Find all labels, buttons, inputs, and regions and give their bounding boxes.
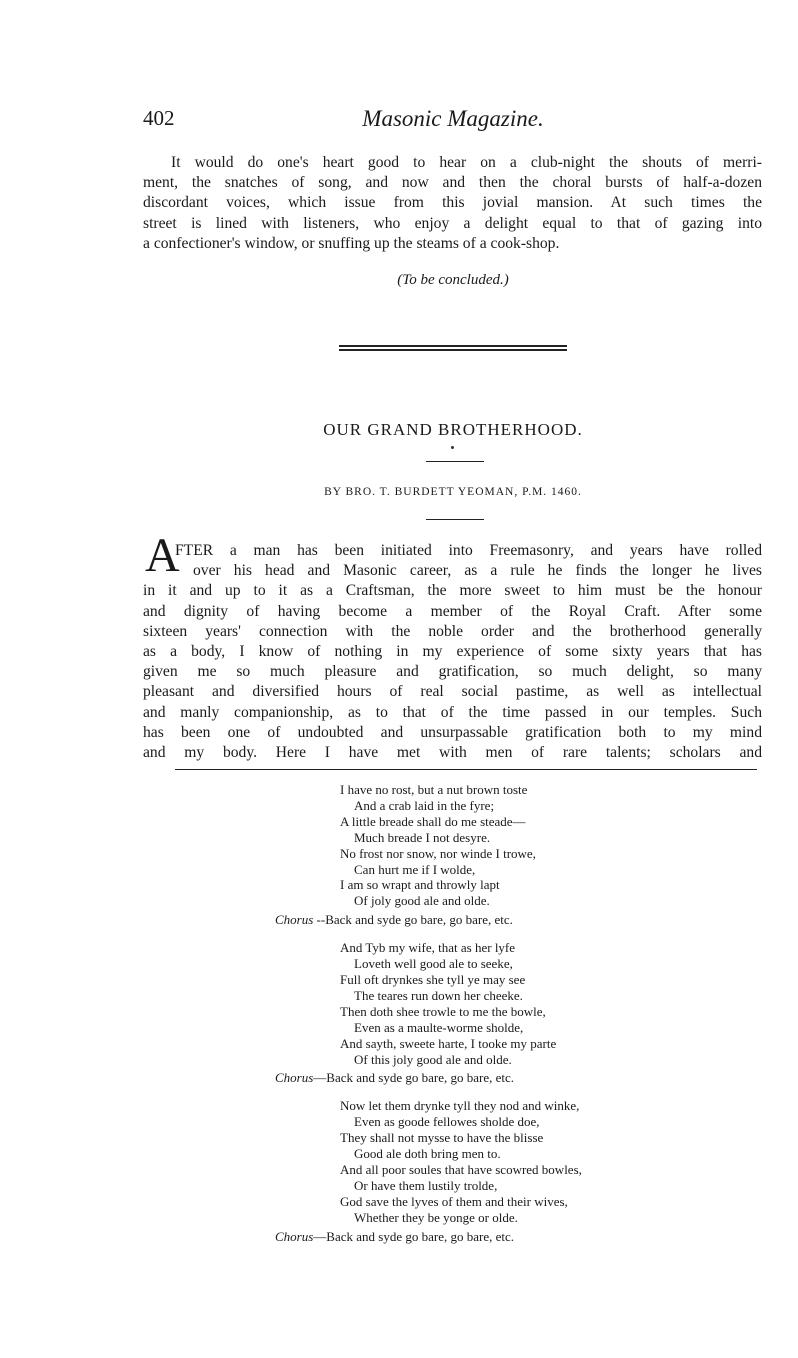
title-dot	[451, 446, 454, 449]
poem-line: I am so wrapt and throwly lapt	[340, 877, 500, 893]
body-line: sixteen years' connection with the noble order and the brotherhood generally	[143, 622, 762, 640]
to-be-concluded-note: (To be concluded.)	[397, 272, 509, 288]
poem-chorus	[270, 912, 690, 928]
poem-line: Much breade I not desyre.	[354, 829, 491, 845]
intro-line: street is lined with listeners, who enjoy a delight equal to that of gazing into	[143, 214, 762, 232]
chorus-label: Chorus	[275, 912, 314, 928]
poem-line: Of joly good ale and olde.	[354, 893, 490, 909]
body-line: as a body, I know of nothing in my experience of some sixty years that has	[143, 643, 762, 661]
poem-line: And Tyb my wife, that as her lyfe	[340, 940, 516, 956]
chorus-text: —Back and syde go bare, go bare, etc.	[313, 1228, 514, 1244]
poem-line: Then doth shee trowle to me the bowle,	[340, 1003, 546, 1019]
title-rule	[426, 461, 484, 462]
article-body	[143, 541, 762, 763]
poem-line: No frost nor snow, nor winde I trowe,	[340, 845, 536, 861]
intro-line: a confectioner's window, or snuffing up the steams of a cook-shop.	[143, 234, 560, 252]
poem-line: Whether they be yonge or olde.	[354, 1209, 518, 1225]
drop-cap: A	[145, 529, 180, 582]
body-line: over his head and Masonic career, as a rule he finds the longer he lives	[193, 562, 762, 580]
body-line: and manly companionship, as to that of the time passed in our temples. Such	[143, 703, 762, 721]
body-line: and dignity of having become a member of the Royal Craft. After some	[143, 602, 762, 620]
footnote-rule	[175, 769, 757, 770]
body-line: has been one of undoubted and unsurpassable gratification both to my mind	[143, 723, 762, 741]
poem-line: The teares run down her cheeke.	[354, 987, 523, 1003]
poem-line: Even as goode fellowes sholde doe,	[354, 1114, 540, 1130]
poem	[270, 782, 690, 1256]
chorus-label: Chorus	[275, 1070, 314, 1086]
poem-line: Now let them drynke tyll they nod and winke,	[340, 1098, 580, 1114]
poem-line: Loveth well good ale to seeke,	[354, 956, 513, 972]
poem-line: A little breade shall do me steade—	[340, 813, 526, 829]
poem-chorus	[270, 1229, 690, 1245]
poem-line: And all poor soules that have scowred bowles,	[340, 1161, 582, 1177]
article-title: OUR GRAND BROTHERHOOD.	[323, 420, 583, 439]
page-number: 402	[143, 106, 175, 130]
body-line: pleasant and diversified hours of real social pastime, as well as intellectual	[143, 683, 762, 701]
chorus-text: —Back and syde go bare, go bare, etc.	[313, 1070, 514, 1086]
magazine-title: Masonic Magazine.	[362, 106, 544, 131]
body-line: and my body. Here I have met with men of rare talents; scholars and	[143, 744, 762, 762]
intro-line: ment, the snatches of song, and now and then the choral bursts of half-a-dozen	[143, 174, 762, 192]
page-header	[143, 106, 763, 136]
chorus-text: --Back and syde go bare, go bare, etc.	[316, 912, 513, 928]
poem-stanza	[270, 1098, 690, 1244]
intro-paragraph	[143, 153, 762, 254]
byline-rule	[426, 519, 484, 520]
poem-line: And a crab laid in the fyre;	[354, 797, 495, 813]
poem-line: God save the lyves of them and their wives,	[340, 1193, 568, 1209]
poem-line: And sayth, sweete harte, I tooke my parte	[340, 1035, 557, 1051]
article-byline: BY BRO. T. BURDETT YEOMAN, P.M. 1460.	[324, 486, 582, 498]
poem-line: They shall not mysse to have the blisse	[340, 1130, 544, 1146]
poem-line: Can hurt me if I wolde,	[354, 861, 476, 877]
section-divider	[339, 345, 567, 351]
poem-line: I have no rost, but a nut brown toste	[340, 782, 528, 797]
body-line: given me so much pleasure and gratification, so much delight, so many	[143, 663, 762, 681]
chorus-label: Chorus	[275, 1228, 314, 1244]
body-line: FTER a man has been initiated into Freemasonry, and years have rolled	[175, 542, 762, 559]
body-line: in it and up to it as a Craftsman, the more sweet to him must be the honour	[143, 582, 762, 600]
intro-line: discordant voices, which issue from this jovial mansion. At such times the	[143, 194, 762, 212]
poem-line: Or have them lustily trolde,	[354, 1177, 498, 1193]
poem-chorus	[270, 1070, 690, 1086]
intro-line: It would do one's heart good to hear on a club-night the shouts of merri-	[171, 154, 762, 171]
poem-stanza	[270, 940, 690, 1086]
poem-line: Full oft drynkes she tyll ye may see	[340, 971, 526, 987]
poem-stanza	[270, 782, 690, 928]
poem-line: Even as a maulte-worme sholde,	[354, 1019, 524, 1035]
poem-line: Of this joly good ale and olde.	[354, 1051, 512, 1067]
poem-line: Good ale doth bring men to.	[354, 1146, 501, 1162]
